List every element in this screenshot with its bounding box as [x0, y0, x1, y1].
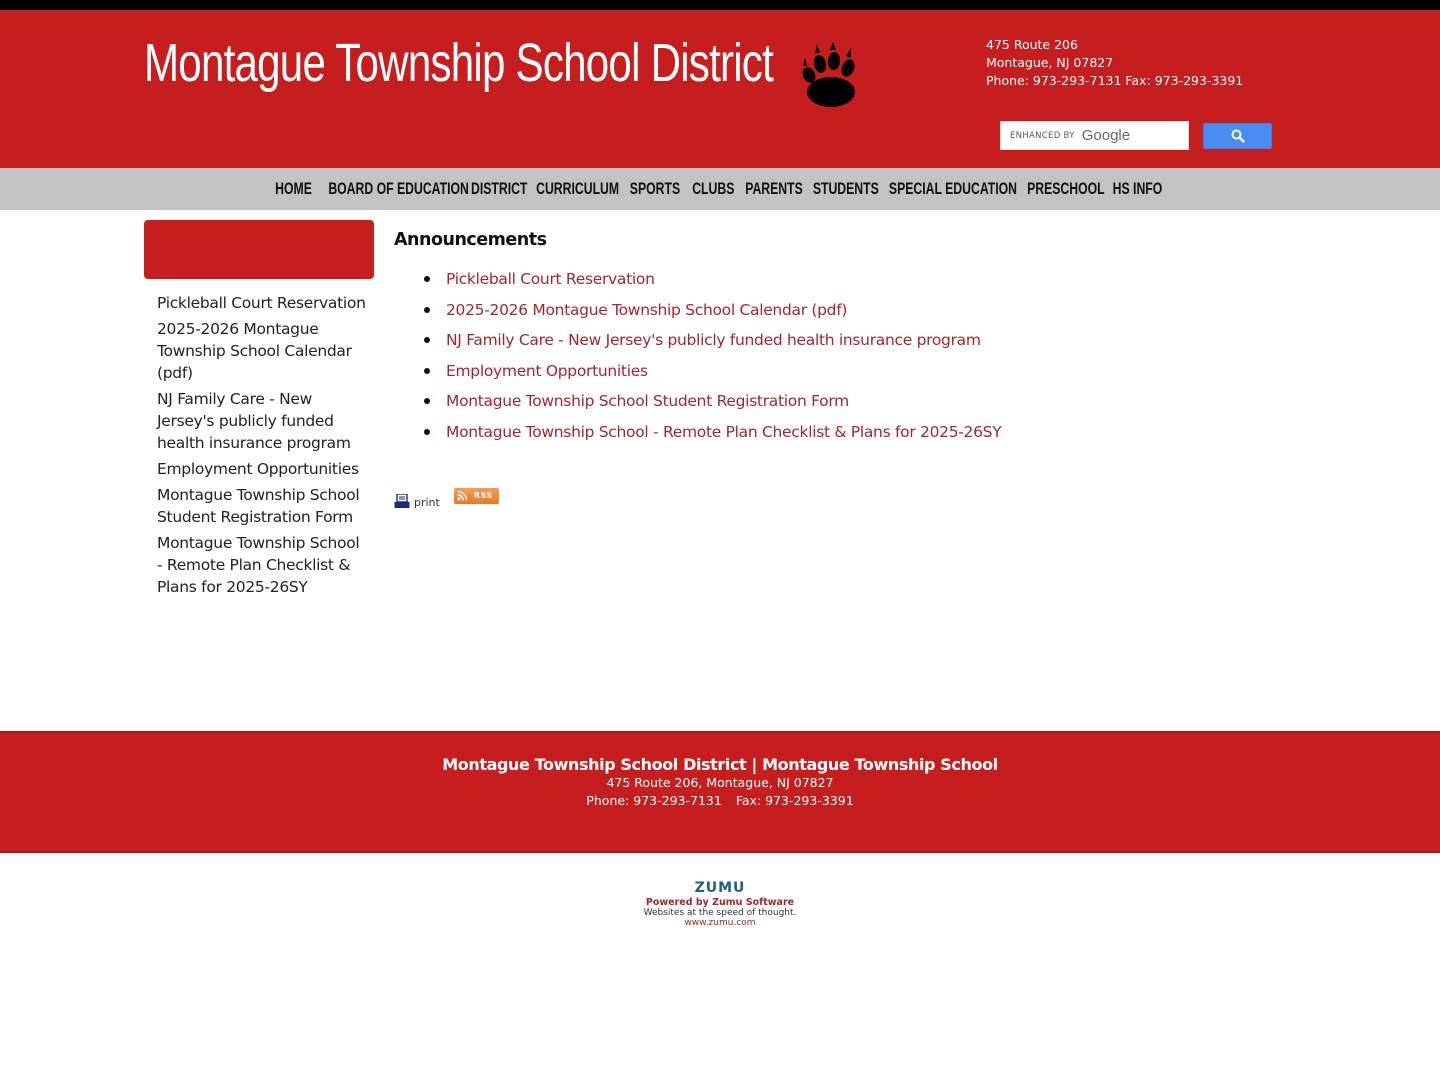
search-button[interactable]: [1203, 123, 1272, 149]
search-icon: [1231, 129, 1245, 143]
sidebar-link-registration-form[interactable]: Montague Township School Student Registration Form: [157, 486, 360, 526]
nav-item-curriculum[interactable]: CURRICULUM: [536, 179, 620, 198]
print-button[interactable]: [394, 494, 440, 509]
footer-fax: Fax: 973-293-3391: [735, 793, 854, 808]
list-item: [424, 360, 1294, 391]
announcements-section: [394, 230, 1294, 451]
announcement-link[interactable]: 2025-2026 Montague Township School Calendar (pdf): [446, 300, 848, 319]
search-provider-label: Google: [1081, 127, 1131, 144]
list-item: [424, 299, 1294, 330]
page-tools: [394, 491, 499, 509]
main-nav: [0, 168, 1440, 210]
contact-address-line2: Montague, NJ 07827: [986, 55, 1114, 70]
nav-item-students[interactable]: STUDENTS: [812, 179, 879, 198]
rss-button[interactable]: [454, 488, 499, 504]
printer-icon: [394, 494, 410, 509]
announcement-link[interactable]: Montague Township School - Remote Plan Checklist & Plans for 2025-26SY: [446, 422, 1002, 441]
nav-item-parents[interactable]: PARENTS: [745, 179, 803, 198]
nav-item-board-of-education[interactable]: BOARD OF EDUCATION: [328, 179, 469, 198]
top-black-bar: [0, 0, 1440, 10]
contact-address-line1: 475 Route 206: [986, 37, 1078, 52]
footer-phone: Phone: 973-293-7131: [586, 793, 722, 808]
zumu-logo[interactable]: ZUMU: [694, 880, 746, 896]
announcement-link[interactable]: Pickleball Court Reservation: [446, 270, 655, 288]
bear-paw-icon: [797, 42, 865, 110]
sidebar-link-calendar[interactable]: 2025-2026 Montague Township School Calendar (pdf): [157, 320, 352, 382]
nav-item-district[interactable]: DISTRICT: [470, 179, 528, 198]
list-item: [424, 329, 1294, 360]
site-footer: [0, 731, 1440, 853]
sidebar-link-pickleball[interactable]: Pickleball Court Reservation: [157, 294, 366, 312]
rss-feed-icon: [457, 490, 468, 501]
footer-title: Montague Township School District | Montague Township School: [442, 755, 998, 774]
sidebar-header-block: [144, 220, 374, 279]
list-item: [424, 421, 1294, 452]
announcement-link[interactable]: NJ Family Care - New Jersey's publicly funded health insurance program: [446, 331, 981, 349]
announcement-link[interactable]: Montague Township School Student Registration Form: [446, 392, 849, 410]
powered-by-text: Powered by Zumu Software: [645, 897, 795, 908]
zumu-credit: [0, 880, 1440, 928]
zumu-tagline: Websites at the speed of thought.: [643, 908, 797, 918]
sidebar-quick-links: [157, 292, 367, 602]
sidebar-link-employment[interactable]: Employment Opportunities: [157, 460, 359, 478]
page-title: Announcements: [394, 230, 547, 250]
search-enhanced-by-label: ENHANCED BY: [1010, 130, 1075, 141]
nav-item-sports[interactable]: SPORTS: [629, 179, 680, 198]
site-header: [0, 10, 1440, 168]
nav-item-clubs[interactable]: CLUBS: [691, 179, 734, 198]
sidebar-link-nj-family-care[interactable]: NJ Family Care - New Jersey's publicly funded health insurance program: [157, 390, 351, 452]
site-title[interactable]: Montague Township School District: [144, 33, 774, 93]
footer-phone-fax: [0, 792, 1440, 810]
footer-address: 475 Route 206, Montague, NJ 07827: [606, 775, 834, 790]
sidebar-link-remote-plan[interactable]: Montague Township School - Remote Plan Checklist & Plans for 2025-26SY: [157, 534, 360, 596]
nav-item-hs-info[interactable]: HS INFO: [1112, 179, 1163, 198]
nav-item-home[interactable]: HOME: [274, 179, 312, 198]
print-label: print: [414, 496, 440, 509]
announcements-list: [424, 268, 1294, 451]
announcement-link[interactable]: Employment Opportunities: [446, 361, 648, 380]
nav-item-preschool[interactable]: PRESCHOOL: [1026, 179, 1105, 198]
zumu-website-link[interactable]: www.zumu.com: [684, 918, 756, 928]
search-input[interactable]: [1000, 121, 1189, 150]
contact-phone-fax: Phone: 973-293-7131 Fax: 973-293-3391: [986, 73, 1244, 88]
nav-item-special-education[interactable]: SPECIAL EDUCATION: [888, 179, 1017, 198]
list-item: [424, 390, 1294, 421]
rss-label: RSS: [473, 491, 493, 500]
header-contact: [986, 36, 1243, 90]
list-item: [424, 268, 1294, 299]
